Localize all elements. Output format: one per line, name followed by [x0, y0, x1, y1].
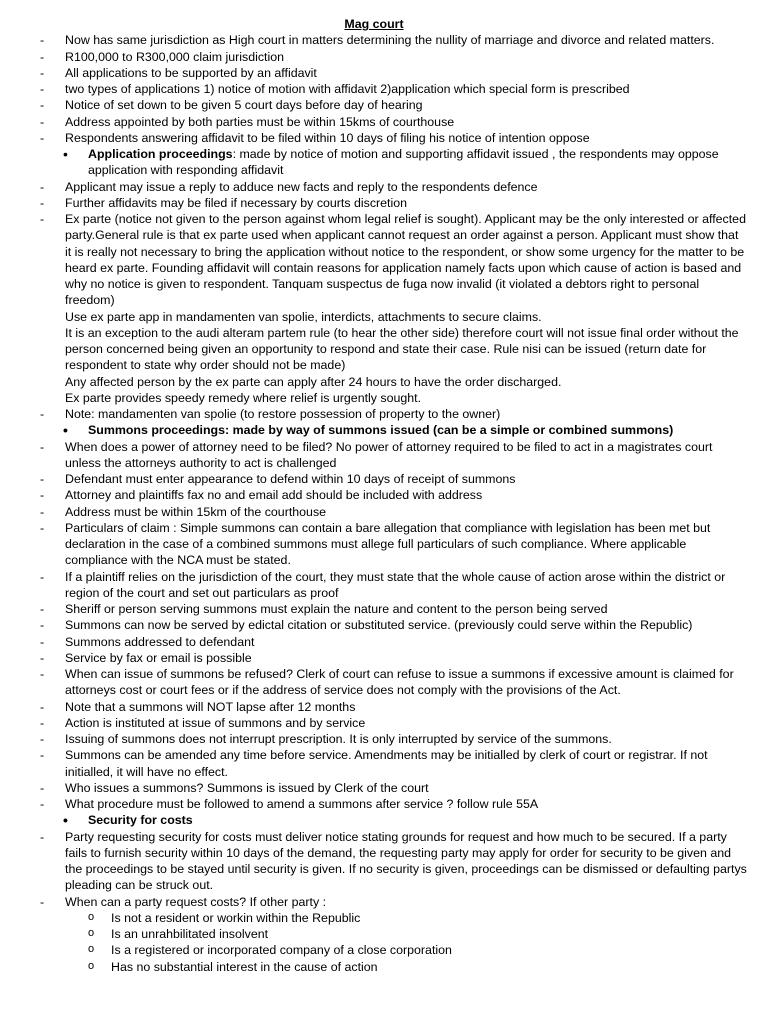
dash-list-item — [0, 439, 748, 472]
dash-list-item — [0, 49, 748, 65]
dash-list-item — [0, 601, 748, 617]
dash-list-item — [0, 195, 748, 211]
sub-list-item — [0, 910, 748, 926]
item-text: Is a registered or incorporated company of a close corporation — [111, 943, 452, 958]
item-text: Respondents answering affidavit to be filed within 10 days of filing his notice of intention oppose — [65, 130, 590, 145]
item-text: two types of applications 1) notice of motion with affidavit 2)application which special form is prescribed — [65, 82, 630, 96]
item-text: Any affected person by the ex parte can apply after 24 hours to have the order discharged. — [65, 374, 562, 389]
item-text: Is an unrahbilitated insolvent — [111, 927, 269, 941]
dash-list-item — [0, 130, 748, 146]
bullet-section-heading — [0, 422, 748, 438]
item-text: All applications to be supported by an affidavit — [65, 65, 317, 80]
dash-list-item — [0, 32, 748, 48]
dash-list-item — [0, 699, 748, 715]
continuation-paragraph — [0, 374, 748, 390]
item-text: When can issue of summons be refused? Clerk of court can refuse to issue a summons if excessive amount is claimed for attorneys cost or court fees or if the address of service does not comply with the provisions of the Act. — [65, 667, 734, 698]
dash-list-item — [0, 617, 748, 633]
item-text: Attorney and plaintiffs fax no and email add should be included with address — [65, 488, 483, 503]
item-text: When can a party request costs? If other party : — [65, 894, 327, 909]
item-text: Service by fax or email is possible — [65, 650, 252, 665]
dash-list-item — [0, 666, 748, 699]
item-text: Applicant may issue a reply to adduce new facts and reply to the respondents defence — [65, 179, 538, 194]
continuation-paragraph — [0, 325, 748, 374]
dash-list-item — [0, 504, 748, 520]
dash-list-item — [0, 650, 748, 666]
item-text: Notice of set down to be given 5 court days before day of hearing — [65, 98, 423, 113]
item-text: Address must be within 15km of the courthouse — [65, 504, 327, 519]
dash-list-item — [0, 211, 748, 309]
item-text: Use ex parte app in mandamenten van spolie, interdicts, attachments to secure claims. — [65, 309, 542, 324]
item-text: Security for costs — [88, 813, 193, 828]
bullet-section-item — [0, 146, 748, 179]
item-text: Ex parte provides speedy remedy where relief is urgently sought. — [65, 390, 422, 405]
item-text: Further affidavits may be filed if necessary by courts discretion — [65, 195, 408, 210]
document-title: Mag court — [344, 17, 404, 31]
continuation-paragraph — [0, 390, 748, 406]
item-text: Now has same jurisdiction as High court in matters determining the nullity of marriage and divorce and related matters. — [65, 33, 715, 48]
item-text: Who issues a summons? Summons is issued by Clerk of the court — [65, 780, 429, 795]
dash-list-item — [0, 894, 748, 910]
item-text: Has no substantial interest in the cause of action — [111, 959, 378, 974]
sub-list-item — [0, 959, 748, 975]
dash-list-item — [0, 114, 748, 130]
item-text: Note: mandamenten van spolie (to restore possession of property to the owner) — [65, 407, 501, 421]
dash-list-item — [0, 747, 748, 780]
section-heading: Application proceedings — [88, 147, 233, 161]
item-text: When does a power of attorney need to be filed? No power of attorney required to be filed to act in a magistrates court unless the attorneys authority to act is challenged — [65, 439, 713, 470]
item-text: Summons can be amended any time before service. Amendments may be initialled by clerk of court or registrar. If not initialled, it will have no effect. — [65, 748, 708, 779]
dash-list-item — [0, 731, 748, 747]
dash-list-item — [0, 715, 748, 731]
item-text: Sheriff or person serving summons must explain the nature and content to the person being served — [65, 602, 608, 616]
bullet-section-heading — [0, 812, 748, 828]
item-text: Summons can now be served by edictal citation or substituted service. (previously could serve within the Republic) — [65, 618, 693, 633]
dash-list-item — [0, 81, 748, 97]
item-text: Ex parte (notice not given to the person against whom legal relief is sought). Applicant may be the only interested or affected party.General rule is that ex parte used when applicant cannot request an order against a person. Applicant must show that it is really not necessary to bring the application without notice to the respondent, or show some urgency for the matter to be heard ex parte. Founding affidavit will contain reasons for application namely facts upon which cause of action is based and why no notice is given to respondent. Tanquam suspectus de fuga now invalid (it violated a debtors right to personal freedom) — [65, 212, 746, 308]
dash-list-item — [0, 829, 748, 894]
item-text: Party requesting security for costs must deliver notice stating grounds for request and how much to be secured. If a party fails to furnish security within 10 days of the demand, the requesting party may apply for order for security to be given and the proceedings to be stayed until security is given. If no security is given, proceedings can be dismissed or defaulting partys pleading can be struck out. — [65, 829, 747, 893]
dash-list-item — [0, 796, 748, 812]
item-text: Note that a summons will NOT lapse after 12 months — [65, 699, 356, 714]
item-text: Action is instituted at issue of summons and by service — [65, 715, 366, 730]
dash-list-item — [0, 780, 748, 796]
dash-list-item — [0, 569, 748, 602]
item-text: If a plaintiff relies on the jurisdiction of the court, they must state that the whole cause of action arose within the district or region of the court and set out particulars as proof — [65, 569, 726, 600]
item-text: : made by notice of motion and supporting affidavit issued , the respondents may oppose application with responding affidavit — [88, 147, 719, 178]
sub-list-item — [0, 942, 748, 958]
dash-list-item — [0, 634, 748, 650]
dash-list-item — [0, 487, 748, 503]
item-text: R100,000 to R300,000 claim jurisdiction — [65, 49, 285, 64]
item-text: What procedure must be followed to amend a summons after service ? follow rule 55A — [65, 797, 539, 811]
sub-list-item — [0, 926, 748, 942]
item-text: It is an exception to the audi alteram partem rule (to hear the other side) therefore court will not issue final order without the person concerned being given an opportunity to respond and state their case. Rule nisi can be issued (return date for respondent to state why order should not be made) — [65, 325, 739, 373]
dash-list-item — [0, 179, 748, 195]
dash-list-item — [0, 520, 748, 569]
dash-list-item — [0, 65, 748, 81]
continuation-paragraph — [0, 309, 748, 325]
item-text: Summons proceedings: made by way of summons issued (can be a simple or combined summons) — [88, 423, 674, 438]
item-text: Is not a resident or workin within the Republic — [111, 910, 361, 925]
item-text: Summons addressed to defendant — [65, 634, 255, 649]
notes-list — [0, 32, 748, 975]
item-text: Defendant must enter appearance to defend within 10 days of receipt of summons — [65, 472, 516, 486]
dash-list-item — [0, 471, 748, 487]
dash-list-item — [0, 406, 748, 422]
item-text: Address appointed by both parties must be within 15kms of courthouse — [65, 114, 455, 129]
item-text: Particulars of claim : Simple summons can contain a bare allegation that compliance with legislation has been met but declaration in the case of a combined summons must allege full particulars of such compliance. Where applicable compliance with the NCA must be stated. — [65, 520, 711, 568]
item-text: Issuing of summons does not interrupt prescription. It is only interrupted by service of the summons. — [65, 732, 612, 746]
dash-list-item — [0, 97, 748, 113]
